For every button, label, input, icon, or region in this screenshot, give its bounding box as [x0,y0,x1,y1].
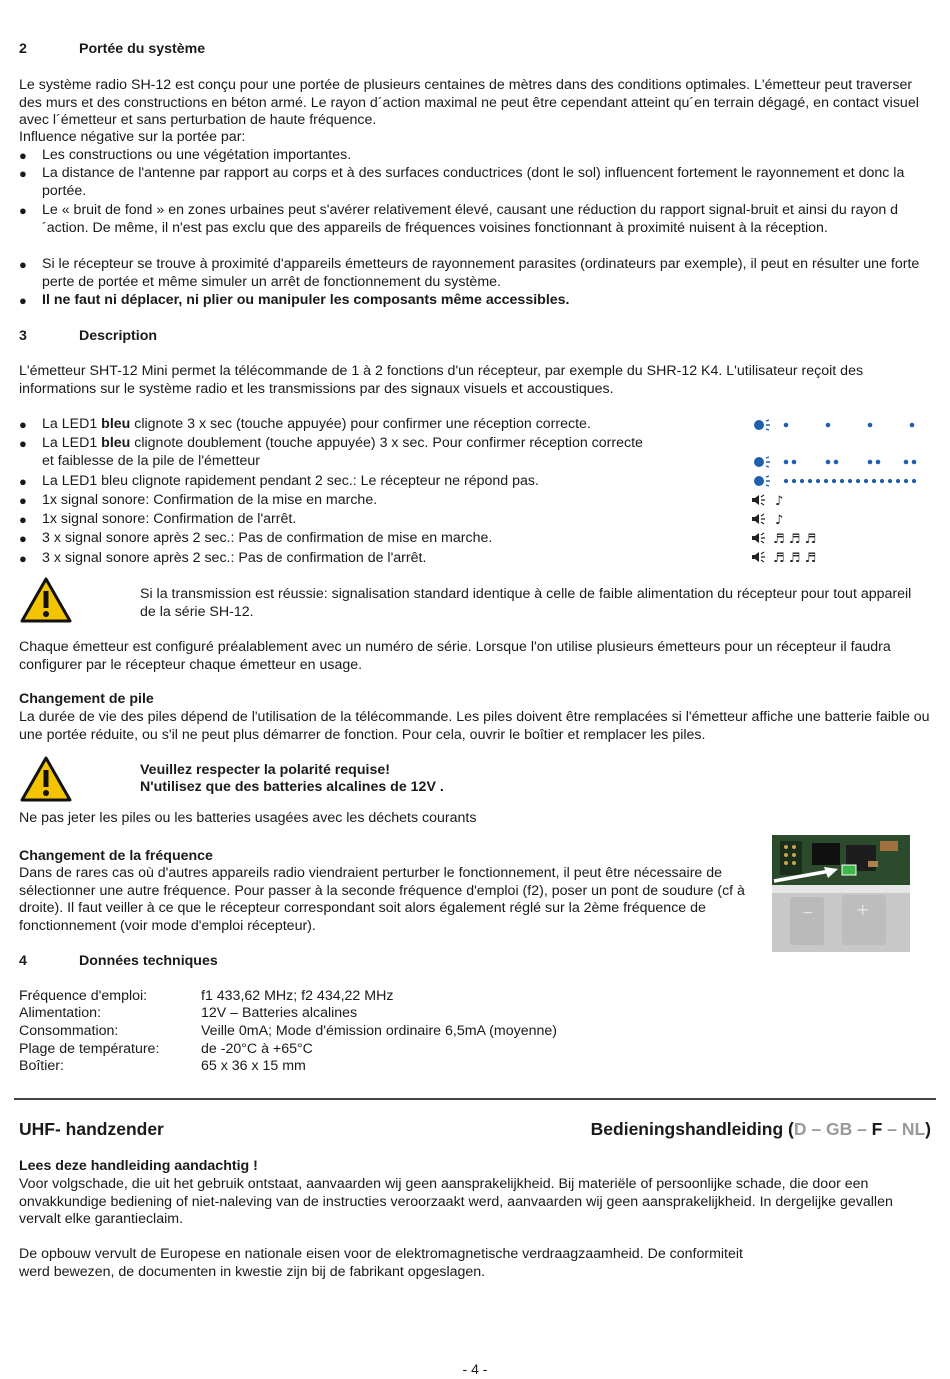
list-item: Si le récepteur se trouve à proximité d'appareils émetteurs de rayonnement parasites (ordinateurs par exemple), il peut en résulter une forte perte de portée et même simuler un arrêt de fonctionnement du système. [42,256,920,290]
list-item: 3 x signal sonore après 2 sec.: Pas de confirmation de mise en marche. [42,530,493,546]
warning-text: Veuillez respecter la polarité requise! [140,762,390,778]
list-item: La LED1 bleu clignote rapidement pendant 2 sec.: Le récepteur ne répond pas. [42,473,539,489]
paragraph-line: De opbouw vervult de Europese en nationale eisen voor de elektromagnetische verdraagzaamheid. De conformiteit [19,1246,743,1262]
svg-text:♪: ♪ [775,494,784,507]
speaker-triple-tone-icon [751,531,831,545]
warning-text: N'utilisez que des batteries alcalines de 12V . [140,779,444,795]
paragraph: L'émetteur SHT-12 Mini permet la télécommande de 1 à 2 fonctions d'un récepteur, par exemple du SHR-12 K4. L'utilisateur reçoit des informations sur le système radio et les transmissions par des signaux visuels et accoustiques. [19,363,864,397]
paragraph: Le système radio SH-12 est conçu pour une portée de plusieurs centaines de mètres dans des conditions optimales. L'émetteur peut traverser des murs et des constructions en béton armé. Le rayon d´action maximal ne peut être cependant atteint qu´en terrain dégagé, en contact visuel avec l´émetteur et sans perturbation de haute fréquence. [19,77,919,129]
bullet-icon: ● [19,531,27,546]
section-number: 2 [19,41,27,57]
spec-value: 12V – Batteries alcalines [201,1005,358,1021]
led-fast-blink-pattern-icon [754,474,924,488]
warning-icon [20,577,72,623]
section-number: 3 [19,328,27,344]
bullet-icon: ● [19,293,27,308]
spec-label: Alimentation: [19,1005,102,1021]
paragraph: Dans de rares cas où d'autres appareils radio viendraient perturber le fonctionnement, il peut être nécessaire de sélectionner une autre fréquence. Pour passer à la seconde fréquence d'emploi (f2), poser un pont de soudure (cf à droite). Il faut veiller à ce que le récepteur correspondant soit alors également réglé sur la 2ème fréquence de fonctionnement (voir mode d'emploi récepteur). [19,865,745,935]
spec-value: 65 x 36 x 15 mm [201,1058,306,1074]
svg-text:−: − [802,905,814,921]
warning-text: Si la transmission est réussie: signalisation standard identique à celle de faible alimentation du récepteur pour tout appareil de la série SH-12. [140,586,912,620]
list-item: Le « bruit de fond » en zones urbaines peut s'avérer relativement élevé, causant une réduction du rapport signal-bruit et ainsi du rayon d´action. De même, il n'est pas exclu que des appareils de fréquences voisines fonctionnant à proximité nuisent à la réception. [42,202,899,236]
page-number: - 4 - [462,1361,488,1377]
language-selector: Bedieningshandleiding (D – GB – F – NL) [590,1119,931,1139]
bullet-icon: ● [19,203,27,218]
speaker-triple-tone-icon [751,550,831,564]
document-title: UHF- handzender [19,1119,164,1139]
svg-text:♪: ♪ [775,513,784,526]
bullet-icon: ● [19,512,27,527]
subsection-title: Changement de la fréquence [19,848,213,864]
subsection-title: Lees deze handleiding aandachtig ! [19,1158,258,1174]
spec-label: Fréquence d'emploi: [19,988,148,1004]
bullet-icon: ● [19,257,27,272]
paragraph: Chaque émetteur est configuré préalablement avec un numéro de série. Lorsque l'on utilise plusieurs émetteurs pour un récepteur il faudra configurer par le récepteur chaque émetteur en usage. [19,639,891,673]
list-item: 3 x signal sonore après 2 sec.: Pas de confirmation de l'arrêt. [42,550,427,566]
section-title: Données techniques [79,953,218,969]
svg-text:+: + [856,900,870,919]
bullet-icon: ● [19,436,27,451]
list-item: La LED1 bleu clignote 3 x sec (touche appuyée) pour confirmer une réception correcte. [42,416,591,432]
list-item: La LED1 bleu clignote doublement (touche appuyée) 3 x sec. Pour confirmer réception correcte [42,435,643,451]
section-divider [14,1098,936,1100]
section-number: 4 [19,953,27,969]
bullet-icon: ● [19,417,27,432]
spec-label: Plage de température: [19,1041,160,1057]
spec-label: Consommation: [19,1023,119,1039]
bullet-icon: ● [19,474,27,489]
led-blink-pattern-icon [754,418,924,432]
bullet-icon: ● [19,148,27,163]
svg-text:♬ ♬ ♬: ♬ ♬ ♬ [773,532,817,545]
warning-icon [20,756,72,802]
paragraph: Ne pas jeter les piles ou les batteries usagées avec les déchets courants [19,810,477,826]
list-item: La distance de l'antenne par rapport au corps et à des surfaces conductrices (dont le sol) influencent fortement le rayonnement et donc la portée. [42,165,905,199]
paragraph-line: werd bewezen, de documenten in kwestie zijn bij de fabrikant opgeslagen. [19,1264,486,1280]
bullet-icon: ● [19,166,27,181]
section-title: Description [79,328,158,344]
list-item: Il ne faut ni déplacer, ni plier ou manipuler les composants même accessibles. [42,292,570,308]
circuit-board-photo [772,835,910,952]
speaker-single-tone-icon [751,493,791,507]
list-item: 1x signal sonore: Confirmation de la mise en marche. [42,492,378,508]
spec-value: f1 433,62 MHz; f2 434,22 MHz [201,988,394,1004]
paragraph: Influence négative sur la portée par: [19,129,246,145]
led-double-blink-pattern-icon [754,455,924,469]
spec-value: de -20°C à +65°C [201,1041,313,1057]
paragraph: Voor volgschade, die uit het gebruik ontstaat, aanvaarden wij geen aansprakelijkheid. Bij materiële of persoonlijke schade, die door een onvakkundige bediening of niet-naleving van de instructies veroorzaakt werd, aanvaarden wij geen aansprakelijkheid. In dergelijke gevallen vervalt elke garantieclaim. [19,1176,893,1228]
bullet-icon: ● [19,551,27,566]
list-item: 1x signal sonore: Confirmation de l'arrêt. [42,511,297,527]
bullet-icon: ● [19,493,27,508]
list-item-continued: et faiblesse de la pile de l'émetteur [42,453,261,469]
spec-label: Boîtier: [19,1058,64,1074]
list-item: Les constructions ou une végétation importantes. [42,147,352,163]
paragraph: La durée de vie des piles dépend de l'utilisation de la télécommande. Les piles doivent être remplacées si l'émetteur affiche une batterie faible ou une portée réduite, ou s'il ne peut plus démarrer de fonction. Pour cela, ouvrir le boîtier et remplacer les piles. [19,709,930,743]
svg-text:♬ ♬ ♬: ♬ ♬ ♬ [773,551,817,564]
spec-value: Veille 0mA; Mode d'émission ordinaire 6,5mA (moyenne) [201,1023,557,1039]
speaker-single-tone-icon [751,512,791,526]
section-title: Portée du système [79,41,206,57]
subsection-title: Changement de pile [19,691,154,707]
